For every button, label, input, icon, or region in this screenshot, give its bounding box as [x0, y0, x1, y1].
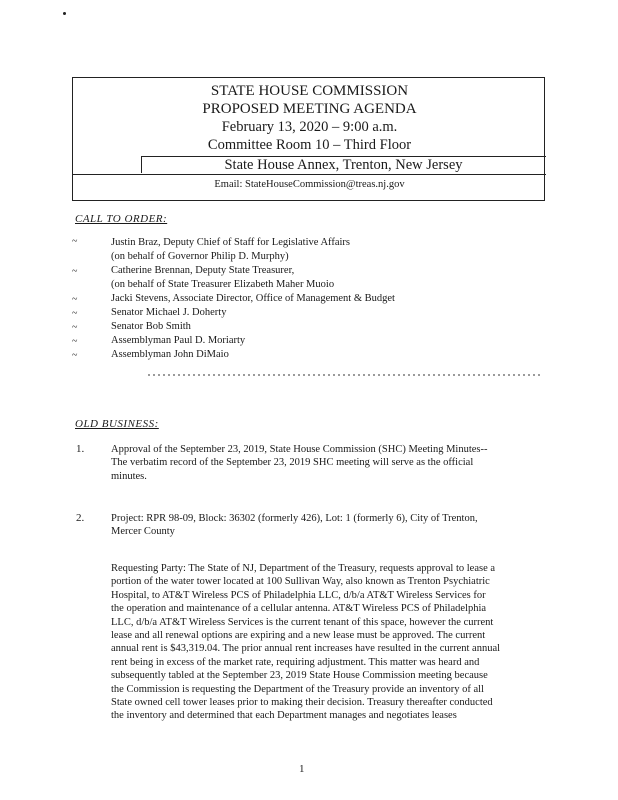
- attendee-line: (on behalf of State Treasurer Elizabeth Maher Muoio: [111, 279, 335, 290]
- header-title: STATE HOUSE COMMISSION: [210, 83, 409, 99]
- list-bullet: ~: [72, 236, 78, 247]
- scan-speck: [63, 12, 66, 15]
- paragraph-line: the inventory and determined that each Department manages and negotiates leases: [111, 710, 457, 722]
- header-divider-2: [73, 174, 546, 175]
- attendee-smith: Senator Bob Smith: [111, 321, 191, 332]
- item-number: 2.: [76, 512, 85, 524]
- header-subtitle: PROPOSED MEETING AGENDA: [202, 101, 417, 117]
- paragraph-line: rent being in excess of the market rate, requiring adjustment. This matter was heard and: [111, 656, 480, 668]
- attendee-line: Justin Braz, Deputy Chief of Staff for Legislative Affairs: [111, 237, 351, 248]
- paragraph-line: portion of the water tower located at 100 Sullivan Way, also known as Trenton Psychiatric: [111, 576, 490, 588]
- item-2-paragraph: [111, 562, 551, 723]
- agenda-header-box: [72, 77, 545, 201]
- page-number: 1: [299, 763, 305, 775]
- item-line: minutes.: [111, 470, 147, 482]
- attendee-line: Catherine Brennan, Deputy State Treasurer,: [111, 265, 295, 276]
- list-bullet: ~: [72, 322, 78, 333]
- paragraph-line: Hospital, to AT&T Wireless PCS of Philadelphia LLC, d/b/a AT&T Wireless Services for: [111, 589, 486, 601]
- paragraph-line: annual rent is $43,319.04. The prior annual rent increases have resulted in the current annual: [111, 643, 501, 655]
- item-line: The verbatim record of the September 23, 2019 SHC meeting will serve as the official: [111, 457, 474, 469]
- list-bullet: ~: [72, 266, 78, 277]
- attendee-braz: [111, 236, 350, 264]
- paragraph-line: the operation and maintenance of a cellular antenna. AT&T Wireless PCS of Philadelphia: [111, 603, 487, 615]
- paragraph-line: subsequently tabled at the September 23, 2019 State House Commission meeting because: [111, 670, 488, 682]
- list-bullet: ~: [72, 336, 78, 347]
- header-room: Committee Room 10 – Third Floor: [207, 137, 412, 153]
- attendee-moriarty: Assemblyman Paul D. Moriarty: [111, 335, 246, 346]
- call-to-order-heading: CALL TO ORDER:: [75, 213, 168, 225]
- attendee-brennan: [111, 264, 334, 292]
- item-number: 1.: [76, 443, 85, 455]
- paragraph-line: lease and all renewal options are expiring and a new lease must be approved. The current: [111, 630, 486, 642]
- list-bullet: ~: [72, 308, 78, 319]
- paragraph-line: State owned cell tower leases prior to making their decision. Treasury thereafter conducted: [111, 697, 493, 709]
- attendee-dimaio: Assemblyman John DiMaio: [111, 349, 229, 360]
- item-line: Project: RPR 98-09, Block: 36302 (formerly 426), Lot: 1 (formerly 6), City of Trenton,: [111, 513, 478, 524]
- header-location: State House Annex, Trenton, New Jersey: [224, 157, 463, 173]
- header-email: Email: StateHouseCommission@treas.nj.gov: [214, 179, 405, 190]
- item-line: Mercer County: [111, 526, 175, 538]
- header-date: February 13, 2020 – 9:00 a.m.: [221, 119, 398, 135]
- old-business-heading: OLD BUSINESS:: [75, 418, 159, 430]
- list-bullet: ~: [72, 350, 78, 361]
- paragraph-line: the Commission is requesting the Department of the Treasury provide an inventory of all: [111, 683, 484, 695]
- paragraph-line: LLC, d/b/a AT&T Wireless Services is the current tenant of this space, however the current: [111, 616, 494, 628]
- section-separator: [147, 373, 543, 377]
- paragraph-line: Requesting Party: The State of NJ, Department of the Treasury, requests approval to lease a: [111, 563, 496, 574]
- item-line: Approval of the September 23, 2019, State House Commission (SHC) Meeting Minutes--: [111, 444, 488, 455]
- item-2-project: [111, 512, 551, 539]
- list-bullet: ~: [72, 294, 78, 305]
- item-1-text: [111, 443, 551, 483]
- attendee-doherty: Senator Michael J. Doherty: [111, 307, 227, 318]
- attendee-stevens: Jacki Stevens, Associate Director, Office of Management & Budget: [111, 293, 395, 304]
- attendee-line: (on behalf of Governor Philip D. Murphy): [111, 251, 289, 262]
